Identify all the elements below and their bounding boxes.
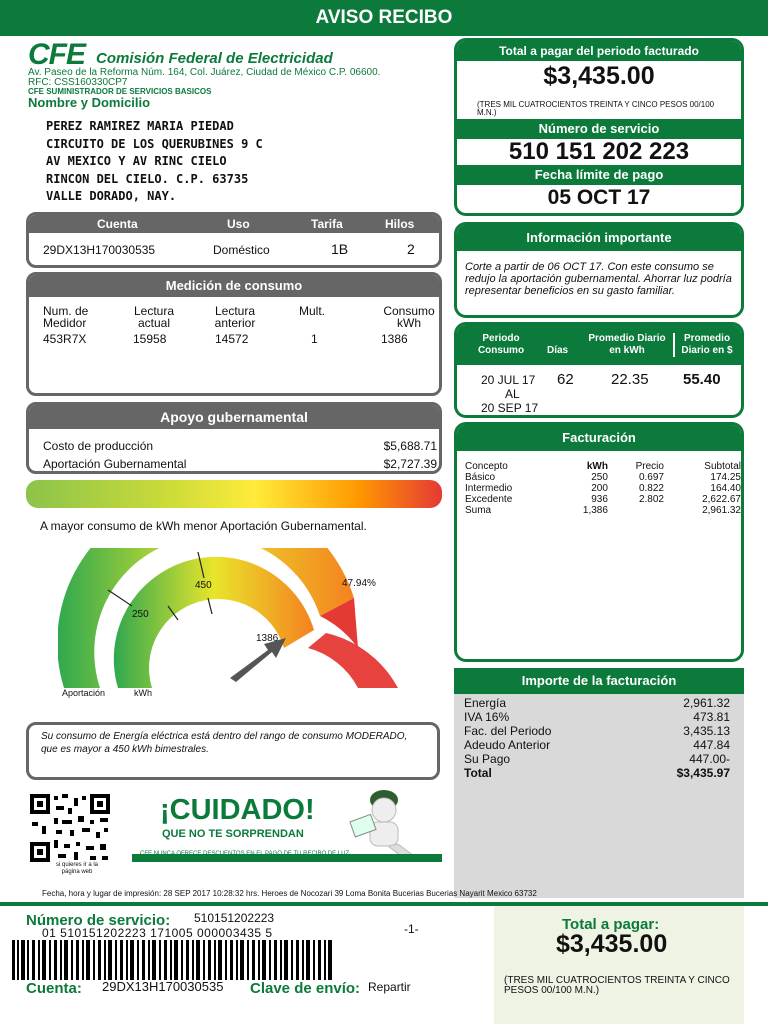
current-reading: 15958: [133, 332, 167, 346]
page-title: AVISO RECIBO: [315, 7, 453, 28]
contribution-gradient-bar: [26, 480, 442, 508]
period-to: 20 SEP 17: [481, 401, 539, 415]
tariff-col-header: Tarifa: [311, 217, 343, 231]
government-support-box: [26, 402, 442, 474]
multiplier: 1: [311, 332, 318, 346]
tariff: 1B: [331, 241, 349, 257]
customer-address: [46, 118, 263, 206]
customer-line: PEREZ RAMIREZ MARIA PIEDAD: [46, 119, 234, 133]
importe-rows: [454, 694, 744, 780]
stub-service-value: 510151202223: [194, 911, 275, 925]
gauge-arrow: [230, 638, 286, 682]
billing-header-row: [465, 461, 741, 472]
importe-label: Total: [464, 766, 492, 780]
cell: Excedente: [465, 494, 513, 505]
stub-clave-value: Repartir: [368, 980, 411, 994]
period-header: [457, 325, 741, 365]
cell: 0.697: [638, 472, 664, 483]
importe-value: 447.84: [693, 738, 730, 752]
cell: 0.822: [638, 483, 664, 494]
info-text: Corte a partir de 06 OCT 17. Con este consumo se redujo la aportación gubernamental. Ahorrar luz podría representar beneficios en su gasto familiar.: [465, 261, 732, 297]
stub-service-label: Número de servicio:: [26, 912, 171, 929]
usage-type: Doméstico: [213, 243, 270, 257]
consumption-notice: Su consumo de Energía eléctrica está dentro del rango de consumo MODERADO, que es mayor a 450 kWh bimestrales.: [26, 722, 440, 780]
stub-total-words: (TRES MIL CUATROCIENTOS TREINTA Y CINCO PESOS 00/100 M.N.): [504, 975, 730, 996]
qr-caption: si quieres ir a la página web: [55, 862, 99, 875]
billing-col-kwh: kWh: [586, 461, 608, 472]
ad-footer: CFE NUNCA OFRECE DESCUENTOS EN EL PAGO DE TU RECIBO DE LUZ.: [140, 851, 351, 857]
cell: [608, 505, 664, 516]
importe-label: IVA 16%: [464, 710, 510, 724]
importe-value: 2,961.32: [683, 696, 730, 710]
stub-total-label: Total a pagar:: [562, 916, 660, 933]
importe-row: [464, 724, 730, 738]
billing-table: [465, 461, 741, 516]
cell: 2,961.32: [702, 505, 741, 516]
importe-value: $3,435.97: [676, 766, 730, 780]
previous-reading: 14572: [215, 332, 249, 346]
cell: 164.40: [710, 483, 741, 494]
stub-clave-label: Clave de envío:: [250, 980, 361, 997]
figure-icon: [342, 786, 422, 862]
account-header: [29, 215, 439, 233]
cell: 2.802: [638, 494, 664, 505]
wires-col-header: Hilos: [385, 217, 415, 231]
company-name: Comisión Federal de Electricidad: [96, 50, 333, 67]
stub-account-label: Cuenta:: [26, 980, 82, 997]
consumption-gauge: [58, 548, 408, 700]
importe-row: [464, 752, 730, 766]
gauge-percent: 47.94%: [342, 578, 376, 589]
importe-row: [464, 738, 730, 752]
customer-line: RINCON DEL CIELO. C.P. 63735: [46, 171, 249, 186]
period-days: 62: [557, 371, 574, 388]
cell: Intermedio: [465, 483, 513, 494]
gov-contribution-label: Aportación Gubernamental: [43, 457, 187, 471]
consumption-kwh: 1386: [381, 332, 408, 346]
barcode-text: 01 510151202223 171005 000003435 5: [42, 926, 273, 940]
gauge-legend-aportacion: Aportación: [62, 688, 106, 698]
importe-row: [464, 710, 730, 724]
barcode: [12, 940, 334, 980]
support-title: Apoyo gubernamental: [29, 405, 439, 429]
ad-headline: ¡CUIDADO!: [160, 794, 315, 826]
stub-account-value: 29DX13H170030535: [102, 979, 224, 994]
period-al: AL: [505, 387, 520, 401]
gauge-reading: 1386: [256, 633, 279, 644]
cell: Básico: [465, 472, 496, 483]
account-col-header: Cuenta: [97, 217, 138, 231]
gauge-caption: A mayor consumo de kWh menor Aportación Gubernamental.: [40, 519, 367, 533]
period-header-2: Días: [547, 345, 569, 356]
consumption-header: Consumo kWh: [383, 304, 435, 330]
production-cost-value: $5,688.71: [383, 439, 437, 453]
due-date-label: Fecha límite de pago: [457, 165, 741, 185]
table-row: [465, 505, 741, 516]
stub-total-panel: [494, 906, 744, 1024]
due-date: 05 OCT 17: [547, 186, 651, 209]
production-cost-label: Costo de producción: [43, 439, 154, 453]
service-number-label: Número de servicio: [457, 119, 741, 139]
importe-total-row: [464, 766, 730, 780]
cell: 250: [591, 472, 608, 483]
table-row: [465, 494, 741, 505]
ad-subheadline: QUE NO TE SORPRENDAN: [162, 828, 304, 840]
usage-col-header: Uso: [227, 217, 250, 231]
period-header-4: Promedio Diario en $: [673, 333, 739, 357]
customer-line: AV MEXICO Y AV RINC CIELO: [46, 154, 227, 168]
service-number: 510 151 202 223: [508, 138, 690, 165]
meter-header: Num. de Medidor: [43, 304, 89, 330]
account-values: [29, 233, 439, 263]
importe-title: Importe de la facturación: [454, 668, 744, 694]
name-address-label: Nombre y Domicilio: [28, 95, 151, 110]
page-title-bar: [0, 0, 768, 36]
customer-line: VALLE DORADO, NAY.: [46, 189, 177, 203]
billing-title: Facturación: [457, 425, 741, 451]
account-box: [26, 212, 442, 268]
importe-value: 447.00-: [689, 752, 730, 766]
previous-reading-header: Lectura anterior: [214, 304, 256, 330]
period-header-3: Promedio Diario en kWh: [588, 333, 666, 356]
period-avg-kwh: 22.35: [611, 371, 649, 388]
measurement-title: Medición de consumo: [29, 275, 439, 297]
importe-label: Su Pago: [464, 752, 511, 766]
table-row: [465, 472, 741, 483]
company-address: Av. Paseo de la Reforma Núm. 164, Col. Juárez, Ciudad de México C.P. 06600.: [28, 67, 381, 78]
total-due-words: (TRES MIL CUATROCIENTOS TREINTA Y CINCO PESOS 00/100 M.N.): [477, 100, 715, 117]
meter-number: 453R7X: [43, 332, 87, 346]
cfe-logo: CFE: [28, 38, 85, 71]
cell: 174.25: [710, 472, 741, 483]
stub-total-amount: $3,435.00: [556, 930, 668, 958]
print-info: Fecha, hora y lugar de impresión: 28 SEP 2017 10:28:32 hrs. Heroes de Nocozari 39 Loma Bonita Bucerias Bucerias Nayarit Mexico 63732: [42, 889, 537, 898]
wires: 2: [407, 241, 415, 257]
total-due-amount: $3,435.00: [543, 62, 655, 90]
billing-box: [454, 422, 744, 662]
gov-contribution-value: $2,727.39: [383, 457, 437, 471]
total-due-box: [454, 38, 744, 216]
customer-line: CIRCUITO DE LOS QUERUBINES 9 C: [46, 136, 263, 151]
mult-header: Mult.: [299, 304, 326, 318]
cell: 936: [591, 494, 608, 505]
billing-col-concept: Concepto: [465, 461, 508, 472]
total-due-label: Total a pagar del periodo facturado: [457, 41, 741, 61]
importe-label: Energía: [464, 696, 507, 710]
table-row: [465, 483, 741, 494]
page-number: -1-: [404, 922, 419, 936]
measurement-box: [26, 272, 442, 396]
period-box: [454, 322, 744, 418]
importe-label: Fac. del Periodo: [464, 724, 552, 738]
info-title: Información importante: [457, 225, 741, 251]
gauge-outer-label: 450: [195, 580, 212, 591]
billing-col-price: Precio: [635, 461, 664, 472]
inner-arc: [114, 557, 314, 688]
period-from: 20 JUL 17: [481, 373, 536, 387]
importe-row: [464, 696, 730, 710]
account-number: 29DX13H170030535: [43, 243, 156, 257]
cell: Suma: [465, 505, 492, 516]
qr-code[interactable]: [30, 794, 110, 862]
cell: 1,386: [582, 505, 608, 516]
importe-value: 3,435.13: [683, 724, 730, 738]
cell: 200: [591, 483, 608, 494]
cell: 2,622.67: [702, 494, 741, 505]
gauge-inner-label: 250: [132, 609, 149, 620]
current-reading-header: Lectura actual: [133, 304, 175, 330]
billing-amount-panel: [454, 668, 744, 898]
importe-value: 473.81: [693, 710, 730, 724]
billing-col-subtotal: Subtotal: [704, 461, 741, 472]
gauge-legend-kwh: kWh: [134, 688, 152, 698]
company-supplier: CFE SUMINISTRADOR DE SERVICIOS BASICOS: [28, 87, 212, 96]
period-avg-money: 55.40: [683, 371, 721, 388]
important-info-box: [454, 222, 744, 318]
importe-label: Adeudo Anterior: [464, 738, 551, 752]
company-rfc: RFC: CSS160330CP7: [28, 77, 128, 88]
period-header-1: Periodo Consumo: [477, 333, 525, 356]
